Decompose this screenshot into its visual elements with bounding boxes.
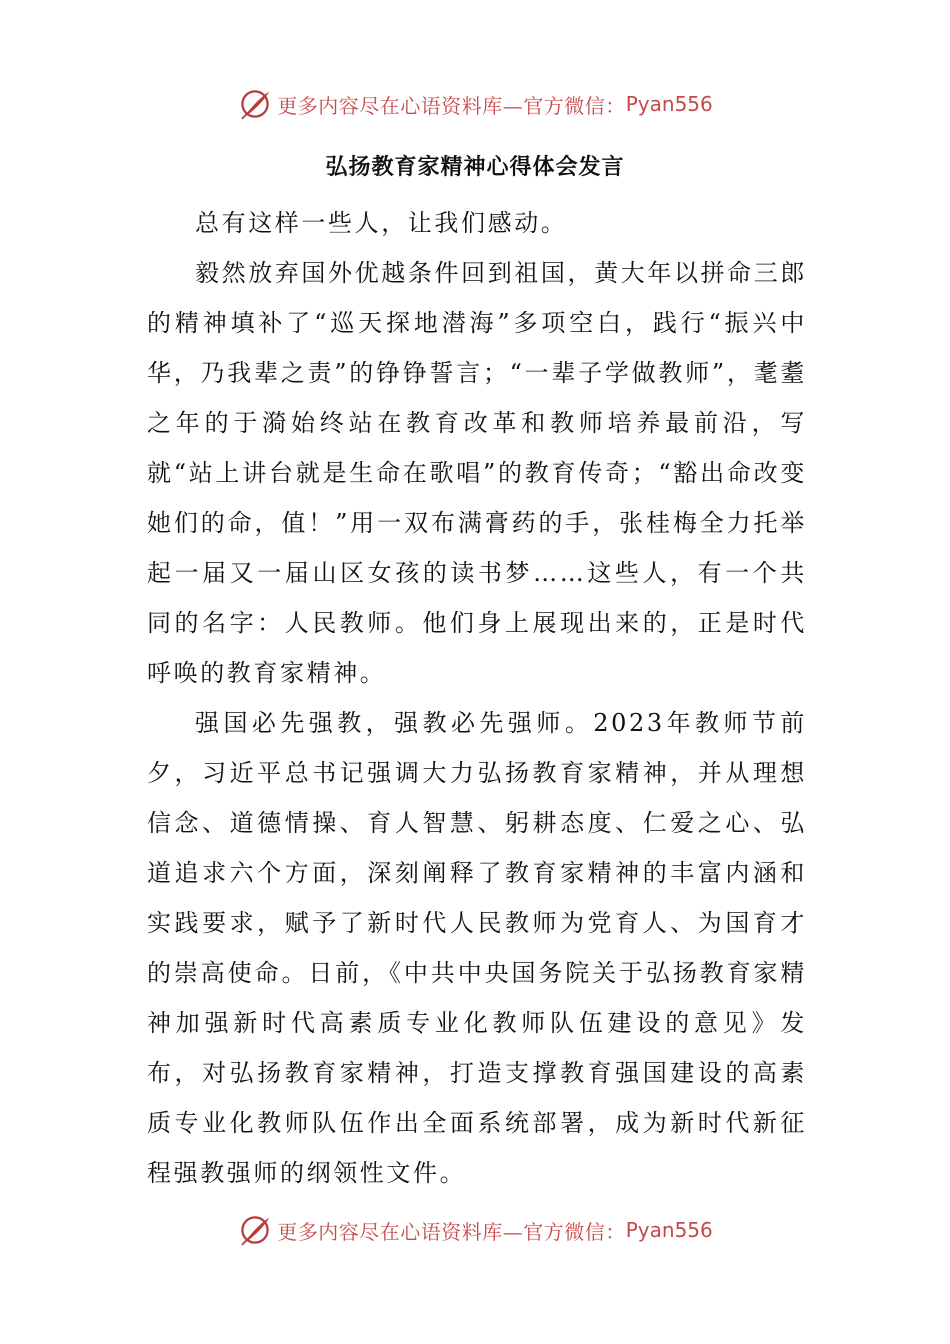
footer-watermark bbox=[0, 1208, 950, 1252]
watermark-wechat-id: Pyan556 bbox=[625, 1218, 713, 1242]
document-title: 弘扬教育家精神心得体会发言 bbox=[325, 155, 625, 180]
paragraph: 毅然放弃国外优越条件回到祖国，黄大年以拼命三郎的精神填补了“巡天探地潜海”多项空白，践行“振兴中华，乃我辈之责”的铮铮誓言；“一辈子学做教师”，耄耋之年的于漪始终站在教育改革和教师培养最前沿，写就“站上讲台就是生命在歌唱”的教育传奇；“豁出命改变她们的命，值！”用一双布满膏药的手，张桂梅全力托举起一届又一届山区女孩的读书梦……这些人，有一个共同的名字：人民教师。他们身上展现出来的，正是时代呼唤的教育家精神。 bbox=[147, 259, 807, 687]
watermark-wechat-id: Pyan556 bbox=[625, 92, 713, 116]
watermark-text: 更多内容尽在心语资料库—官方微信： bbox=[277, 93, 626, 118]
quill-logo-icon bbox=[237, 86, 273, 122]
paragraph: 总有这样一些人，让我们感动。 bbox=[195, 209, 568, 237]
header-watermark bbox=[0, 82, 950, 126]
watermark-text: 更多内容尽在心语资料库—官方微信： bbox=[277, 1219, 626, 1244]
paragraph: 强国必先强教，强教必先强师。2023年教师节前夕，习近平总书记强调大力弘扬教育家精神，并从理想信念、道德情操、育人智慧、躬耕态度、仁爱之心、弘道追求六个方面，深刻阐释了教育家精神的丰富内涵和实践要求，赋予了新时代人民教师为党育人、为国育才的崇高使命。日前，《中共中央国务院关于弘扬教育家精神加强新时代高素质专业化教师队伍建设的意见》发布，对弘扬教育家精神，打造支撑教育强国建设的高素质专业化教师队伍作出全面系统部署，成为新时代新征程强教强师的纲领性文件。 bbox=[147, 709, 807, 1187]
document-body bbox=[147, 198, 807, 1198]
quill-logo-icon bbox=[237, 1212, 273, 1248]
